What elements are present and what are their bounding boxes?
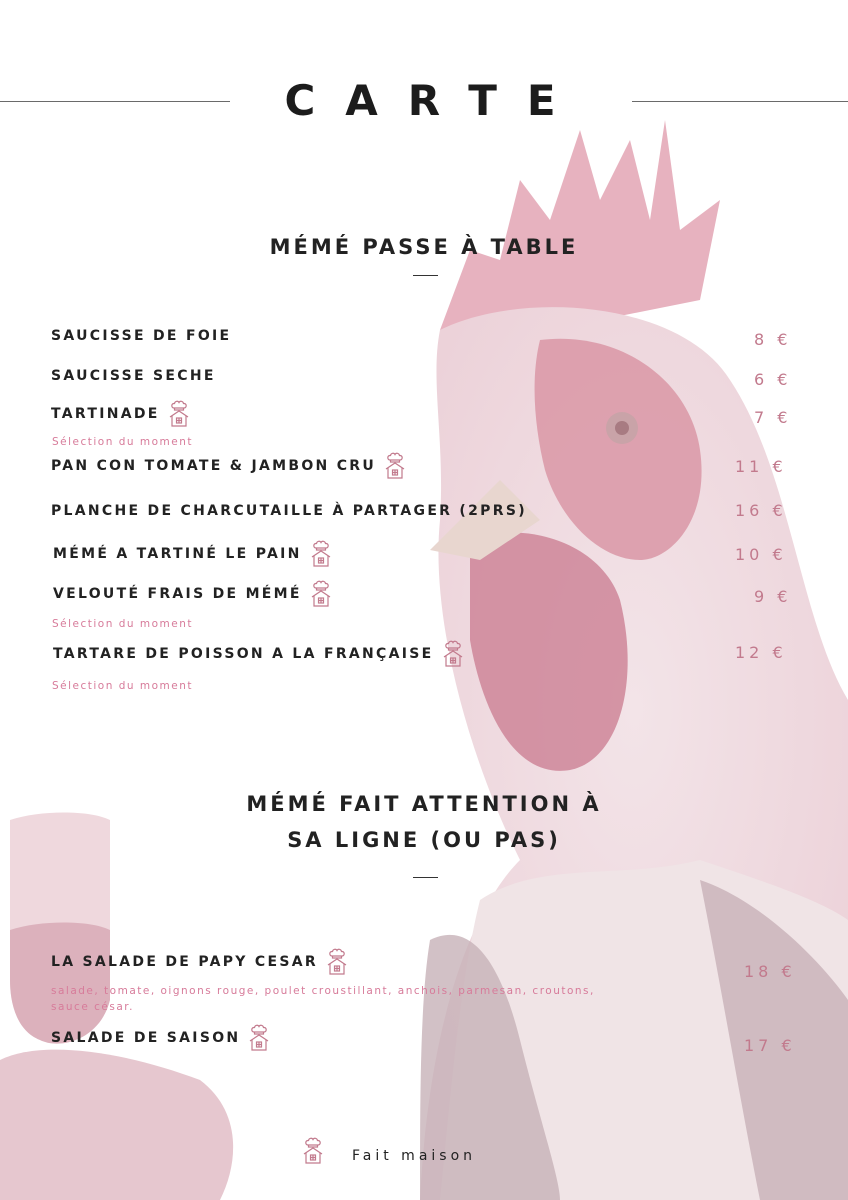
menu-item-price: 16 € xyxy=(735,501,787,520)
menu-item-name: PLANCHE DE CHARCUTAILLE À PARTAGER (2PRS) xyxy=(51,503,527,519)
menu-item-name: TARTARE DE POISSON A LA FRANÇAISE xyxy=(53,640,464,668)
fait-maison-legend: Fait maison xyxy=(352,1148,477,1164)
menu-item-price: 12 € xyxy=(735,643,787,662)
chef-house-icon xyxy=(442,640,464,668)
chef-house-icon xyxy=(310,540,332,568)
chef-house-icon xyxy=(168,400,190,428)
menu-item-price: 8 € xyxy=(754,330,792,349)
menu-item-note: Sélection du moment xyxy=(52,436,193,448)
menu-item-price: 18 € xyxy=(744,962,796,981)
chef-house-icon xyxy=(384,452,406,480)
menu-item-name: SAUCISSE DE FOIE xyxy=(51,328,232,344)
menu-item-price: 10 € xyxy=(735,545,787,564)
menu-item-name: SALADE DE SAISON xyxy=(51,1024,270,1052)
section-title: MÉMÉ FAIT ATTENTION À xyxy=(246,792,602,816)
menu-item-price: 11 € xyxy=(735,457,787,476)
menu-item-name: MÉMÉ A TARTINÉ LE PAIN xyxy=(53,540,332,568)
menu-item-name: VELOUTÉ FRAIS DE MÉMÉ xyxy=(53,580,332,608)
section-divider xyxy=(413,275,438,276)
menu-item-price: 9 € xyxy=(754,587,792,606)
chef-house-icon xyxy=(310,580,332,608)
menu-item-name: SAUCISSE SECHE xyxy=(51,368,216,384)
page-title: CARTE xyxy=(284,76,586,125)
menu-item-note: Sélection du moment xyxy=(52,618,193,630)
menu-item-note: Sélection du moment xyxy=(52,680,193,692)
menu-item-price: 17 € xyxy=(744,1036,796,1055)
menu-item-price: 7 € xyxy=(754,408,792,427)
section-title-line-2: SA LIGNE (OU PAS) xyxy=(287,828,561,852)
menu-item-name: TARTINADE xyxy=(51,400,190,428)
chef-house-icon xyxy=(302,1137,324,1165)
menu-item-note: salade, tomate, oignons rouge, poulet croustillant, anchois, parmesan, croutons, sauce césar. xyxy=(51,985,595,1013)
menu-item-name: PAN CON TOMATE & JAMBON CRU xyxy=(51,452,406,480)
chef-house-icon xyxy=(248,1024,270,1052)
chef-house-icon xyxy=(326,948,348,976)
menu-item-price: 6 € xyxy=(754,370,792,389)
menu-item-name: LA SALADE DE PAPY CESAR xyxy=(51,948,348,976)
section-divider xyxy=(413,877,438,878)
section-title: MÉMÉ PASSE À TABLE xyxy=(269,235,579,259)
